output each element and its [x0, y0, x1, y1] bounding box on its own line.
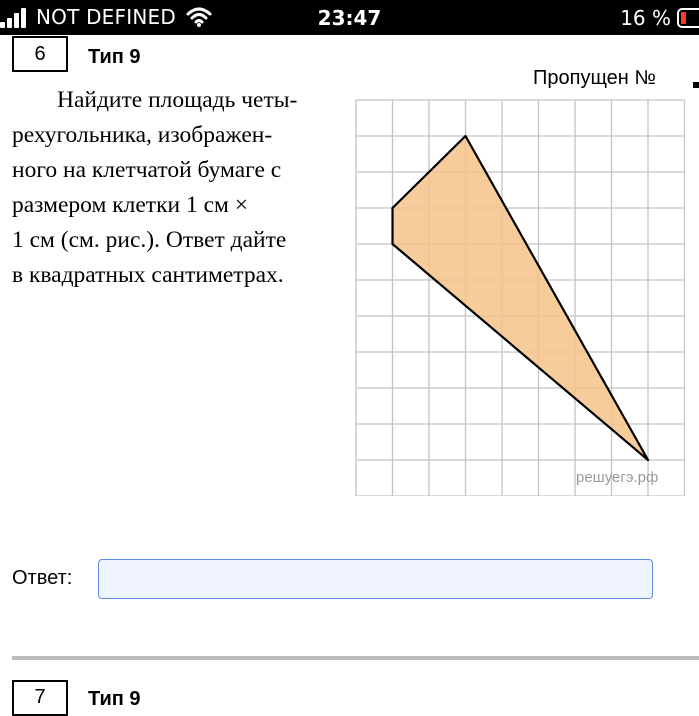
quadrilateral-shape — [393, 136, 649, 460]
problem-line: ного на клетчатой бумаге с — [12, 157, 282, 183]
problem-line: размером клетки 1 см × — [12, 192, 248, 218]
clock: 23:47 — [317, 6, 382, 30]
task-type-title: Тип 9 — [88, 46, 141, 68]
problem-line: Найдите площадь четы- — [57, 87, 298, 113]
skipped-label: Пропущен № — [533, 67, 656, 89]
carrier-label: NOT DEFINED — [36, 5, 176, 29]
battery-percent: 16 % — [620, 6, 671, 30]
task-number-box: 6 — [12, 36, 68, 72]
watermark: решуегэ.рф — [576, 469, 659, 486]
answer-label: Ответ: — [12, 567, 73, 589]
status-bar — [0, 0, 699, 35]
skipped-marker — [693, 82, 699, 88]
battery-status — [620, 6, 699, 30]
next-task-number-box: 7 — [12, 680, 68, 716]
problem-line: 1 см (см. рис.). Ответ дайте — [12, 227, 287, 253]
answer-input[interactable] — [98, 559, 653, 599]
next-task-type-title: Тип 9 — [88, 688, 141, 710]
section-divider — [12, 656, 699, 660]
problem-text — [12, 83, 334, 293]
battery-icon — [677, 8, 699, 28]
problem-line: в квадратных сантиметрах. — [12, 262, 284, 288]
grid-figure — [355, 99, 685, 496]
problem-line: рехугольника, изображен- — [12, 122, 273, 148]
